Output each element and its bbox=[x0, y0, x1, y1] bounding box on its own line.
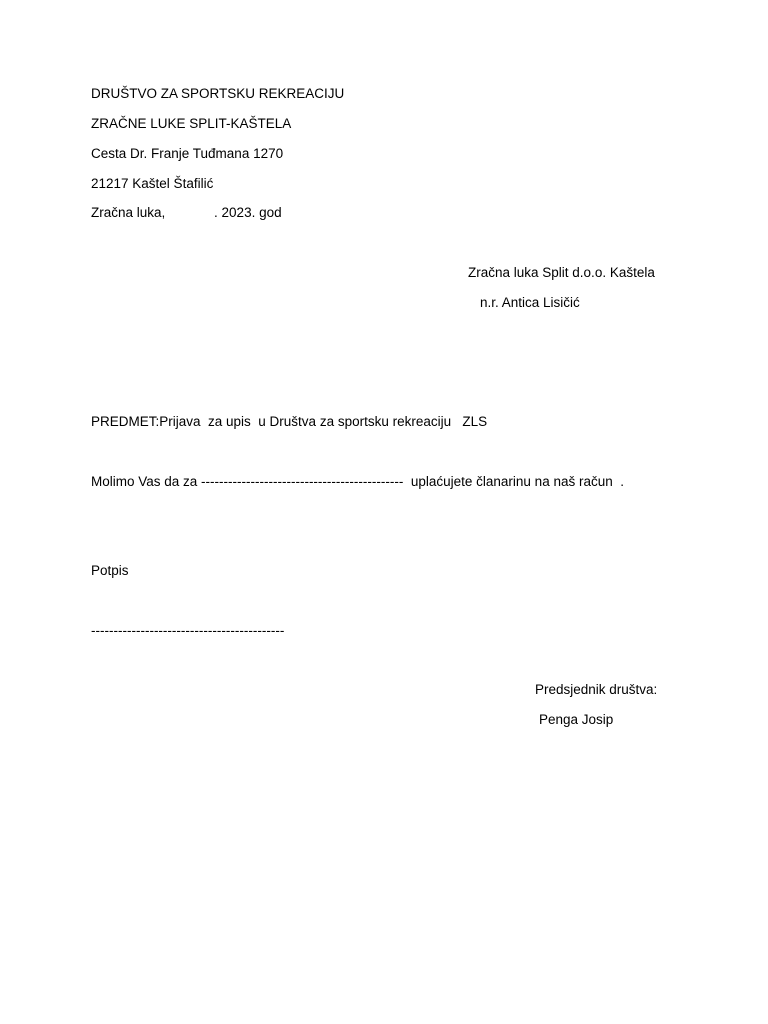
letter-subject: PREDMET:Prijava za upis u Društva za sportsku rekreaciju ZLS bbox=[91, 414, 488, 429]
president-title: Predsjednik društva: bbox=[535, 682, 658, 697]
sender-postal-city: 21217 Kaštel Štafilić bbox=[91, 176, 214, 191]
letter-body: Molimo Vas da za --------------------------------------------- uplaćujete članarinu na naš račun . bbox=[91, 474, 624, 489]
signature-label: Potpis bbox=[91, 563, 129, 578]
president-name: Penga Josip bbox=[539, 712, 614, 727]
recipient-attention: n.r. Antica Lisičić bbox=[480, 295, 580, 310]
place-and-date: Zračna luka, . 2023. god bbox=[91, 205, 282, 220]
sender-street-address: Cesta Dr. Franje Tuđmana 1270 bbox=[91, 146, 284, 161]
sender-organization-line1: DRUŠTVO ZA SPORTSKU REKREACIJU bbox=[91, 86, 345, 101]
signature-line: ------------------------------------------- bbox=[91, 623, 285, 638]
recipient-company: Zračna luka Split d.o.o. Kaštela bbox=[468, 265, 655, 280]
sender-organization-line2: ZRAČNE LUKE SPLIT-KAŠTELA bbox=[91, 116, 292, 131]
